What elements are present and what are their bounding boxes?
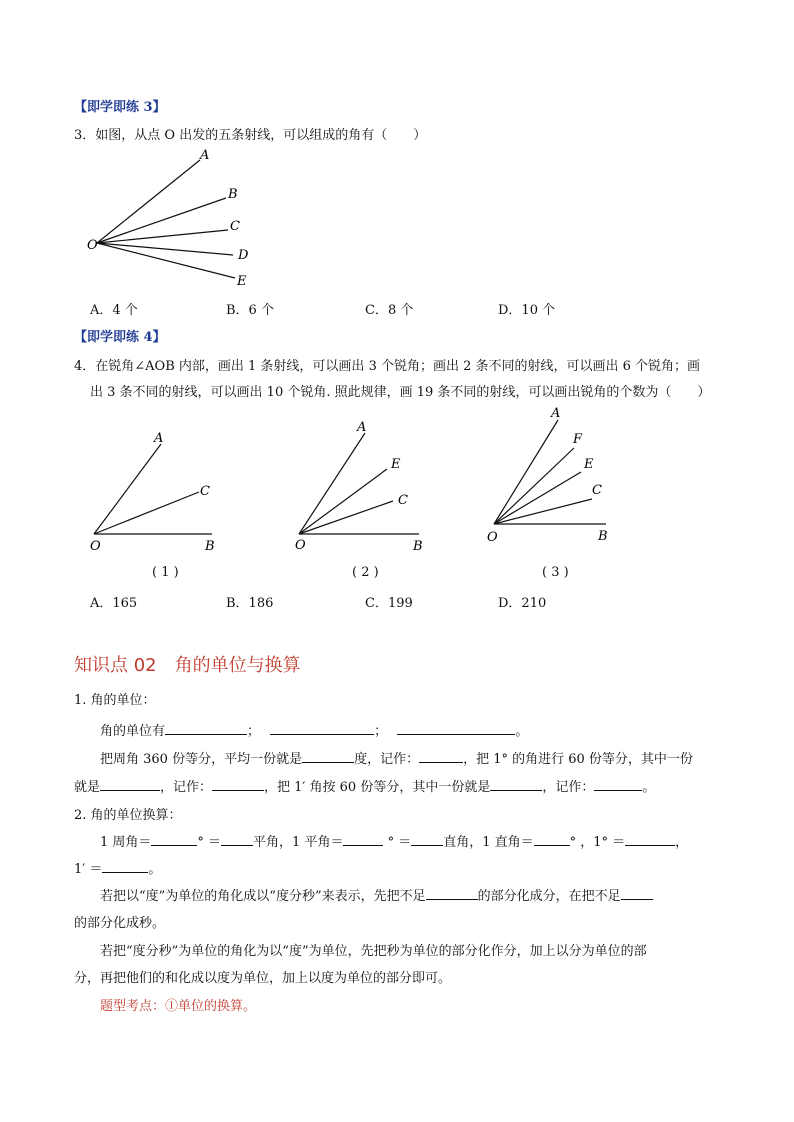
svg-text:C: C bbox=[200, 484, 210, 499]
question-4-line1: 4．在锐角∠AOB 内部，画出 1 条射线，可以画出 3 个锐角；画出 2 条不同的射线，可以画出 6 个锐角；画 bbox=[74, 359, 701, 374]
label-O: O bbox=[87, 238, 98, 253]
dms-to-deg-line2: 分，再把他们的和化成以度为单位，加上以度为单位的部分即可。 bbox=[74, 971, 452, 986]
paragraph-1-line2: 就是 ，记作： ，把 1′ 角按 60 份等分，其中一份就是 ，记作： 。 bbox=[74, 780, 656, 795]
svg-text:O: O bbox=[487, 530, 498, 545]
option-4b: B．186 bbox=[226, 596, 274, 611]
label-C: C bbox=[230, 219, 240, 234]
label-E: E bbox=[237, 274, 247, 289]
option-4d: D．210 bbox=[498, 596, 547, 611]
svg-text:O: O bbox=[90, 539, 101, 554]
svg-text:B: B bbox=[598, 529, 608, 544]
figure-4-3 bbox=[484, 400, 624, 550]
option-3a: A．4 个 bbox=[90, 303, 138, 318]
exam-point: 题型考点：①单位的换算。 bbox=[100, 999, 257, 1014]
figure-4-1 bbox=[85, 428, 225, 558]
conversion-line1: 1 周角＝ ° ＝ 平角，1 平角＝ ° ＝ 直角，1 直角＝ ° ，1° ＝ ， bbox=[100, 835, 689, 850]
paragraph-1-line1: 把周角 360 份等分，平均一份就是 度，记作： ，把 1° 的角进行 60 份等分，其中一份 bbox=[100, 752, 693, 767]
option-3b: B．6 个 bbox=[226, 303, 274, 318]
section-heading: 知识点 02 角的单位与换算 bbox=[74, 655, 301, 676]
unit-line: 角的单位有 ； ； 。 bbox=[100, 724, 529, 739]
option-3c: C．8 个 bbox=[365, 303, 414, 318]
svg-text:E: E bbox=[584, 457, 594, 472]
option-4c: C．199 bbox=[365, 596, 413, 611]
question-3-text: 3．如图，从点 O 出发的五条射线，可以组成的角有（ ） bbox=[74, 128, 427, 143]
caption-3: ( 3 ) bbox=[542, 565, 569, 580]
label-B: B bbox=[228, 187, 238, 202]
caption-1: ( 1 ) bbox=[152, 565, 179, 580]
dms-to-deg-line1: 若把“度分秒”为单位的角化为以“度”为单位，先把秒为单位的部分化作分，加上以分为单位的部 bbox=[100, 944, 647, 959]
deg-to-dms-line2: 的部分化成秒。 bbox=[74, 916, 166, 931]
question-4-line2: 出 3 条不同的射线，可以画出 10 个锐角. 照此规律，画 19 条不同的射线，可以画出锐角的个数为（ ） bbox=[90, 385, 711, 400]
item-1-title: 1. 角的单位： bbox=[74, 693, 156, 708]
practice-4-tag: 【即学即练 4】 bbox=[74, 330, 166, 345]
svg-text:F: F bbox=[573, 432, 583, 447]
label-D: D bbox=[238, 248, 249, 263]
conversion-line2: 1′ ＝ 。 bbox=[74, 862, 162, 877]
option-3d: D．10 个 bbox=[498, 303, 556, 318]
svg-text:O: O bbox=[295, 538, 306, 553]
svg-text:E: E bbox=[391, 457, 401, 472]
svg-text:C: C bbox=[592, 483, 602, 498]
svg-text:B: B bbox=[413, 539, 423, 554]
caption-2: ( 2 ) bbox=[352, 565, 379, 580]
svg-text:C: C bbox=[398, 493, 408, 508]
label-A: A bbox=[200, 148, 210, 163]
item-2-title: 2. 角的单位换算： bbox=[74, 808, 182, 823]
figure-five-rays bbox=[80, 145, 270, 295]
deg-to-dms-line1: 若把以“度”为单位的角化成以“度分秒”来表示，先把不足 的部分化成分，在把不足 bbox=[100, 885, 653, 904]
svg-text:A: A bbox=[357, 420, 367, 435]
practice-3-tag: 【即学即练 3】 bbox=[74, 100, 166, 115]
svg-text:A: A bbox=[154, 431, 164, 446]
option-4a: A．165 bbox=[90, 596, 138, 611]
figure-4-2 bbox=[290, 415, 440, 560]
svg-text:B: B bbox=[205, 539, 215, 554]
svg-text:A: A bbox=[551, 406, 561, 421]
